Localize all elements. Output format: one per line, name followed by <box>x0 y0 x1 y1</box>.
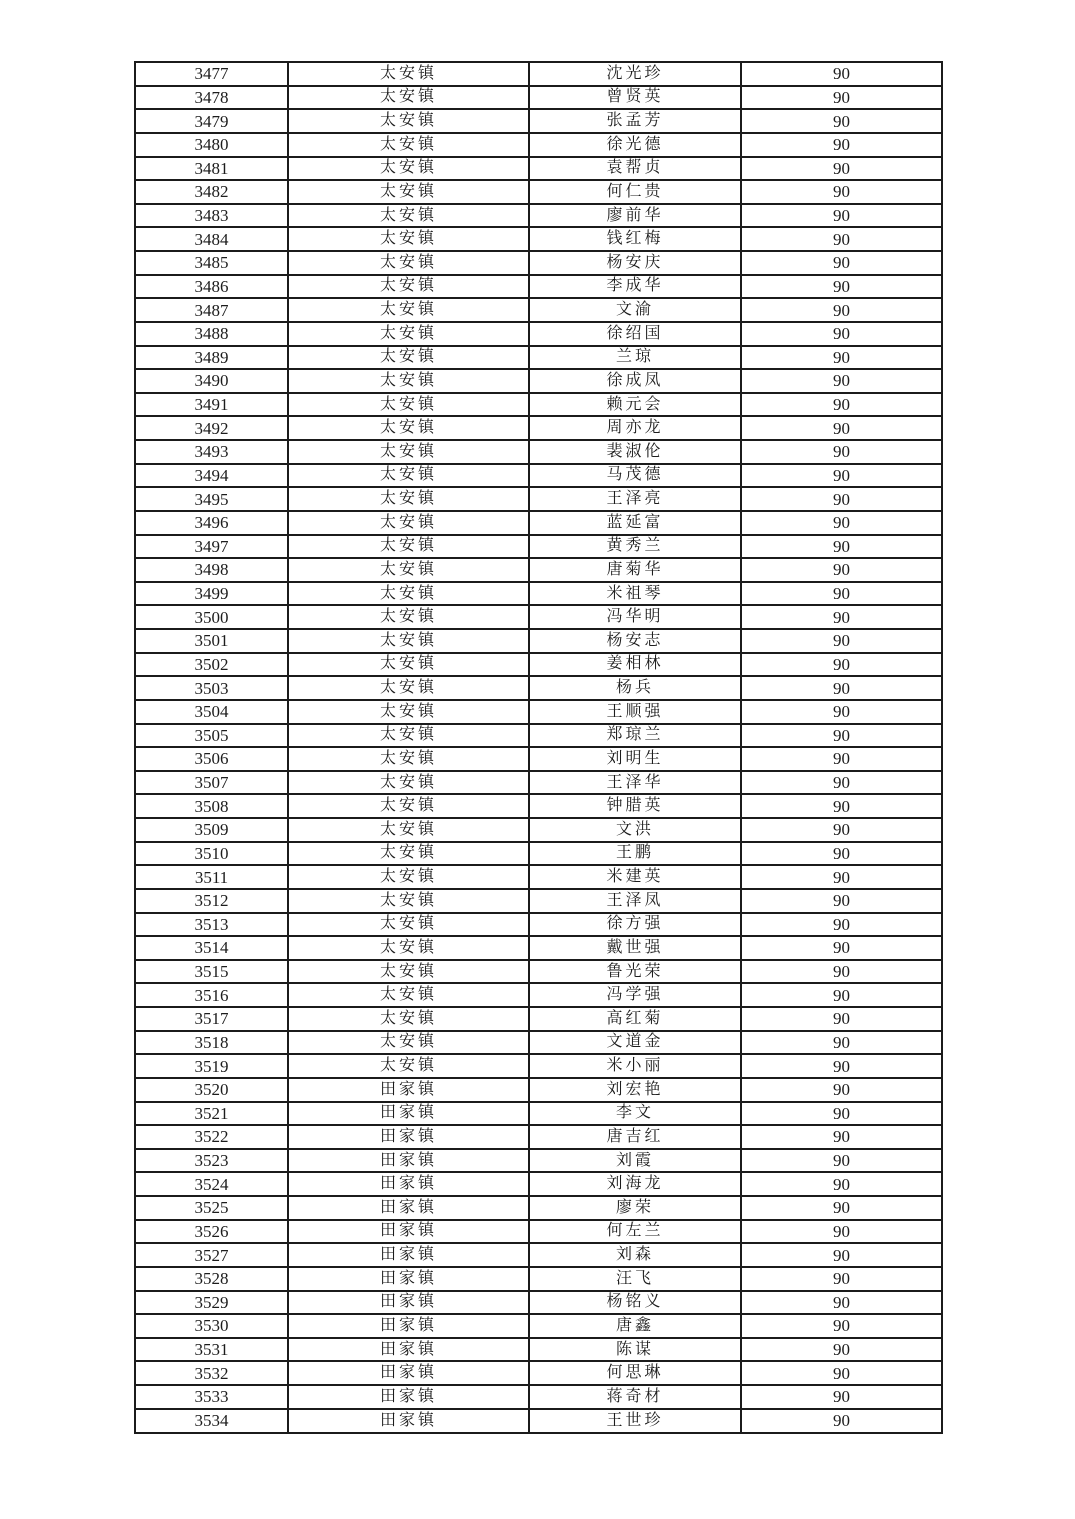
row-index-cell: 3505 <box>135 724 288 748</box>
town-cell: 太安镇 <box>288 794 529 818</box>
name-cell: 李成华 <box>529 275 741 299</box>
row-index-cell: 3519 <box>135 1054 288 1078</box>
table-row <box>135 416 942 440</box>
name-cell: 杨兵 <box>529 676 741 700</box>
table-row <box>135 794 942 818</box>
table-row <box>135 842 942 866</box>
name-cell: 姜相林 <box>529 653 741 677</box>
table-row <box>135 1172 942 1196</box>
town-cell: 田家镇 <box>288 1291 529 1315</box>
name-cell: 杨安庆 <box>529 251 741 275</box>
score-cell: 90 <box>741 724 942 748</box>
name-cell: 黄秀兰 <box>529 535 741 559</box>
name-cell: 文渝 <box>529 298 741 322</box>
row-index-cell: 3521 <box>135 1102 288 1126</box>
table-row <box>135 747 942 771</box>
row-index-cell: 3532 <box>135 1361 288 1385</box>
score-cell: 90 <box>741 913 942 937</box>
score-cell: 90 <box>741 842 942 866</box>
table-row <box>135 1291 942 1315</box>
name-cell: 鲁光荣 <box>529 960 741 984</box>
town-cell: 太安镇 <box>288 204 529 228</box>
name-cell: 王顺强 <box>529 700 741 724</box>
score-cell: 90 <box>741 369 942 393</box>
name-cell: 廖荣 <box>529 1196 741 1220</box>
row-index-cell: 3509 <box>135 818 288 842</box>
name-cell: 廖前华 <box>529 204 741 228</box>
town-cell: 太安镇 <box>288 983 529 1007</box>
town-cell: 太安镇 <box>288 322 529 346</box>
score-cell: 90 <box>741 157 942 181</box>
row-index-cell: 3498 <box>135 558 288 582</box>
name-cell: 王泽凤 <box>529 889 741 913</box>
name-cell: 王世珍 <box>529 1409 741 1433</box>
town-cell: 太安镇 <box>288 629 529 653</box>
town-cell: 太安镇 <box>288 416 529 440</box>
score-cell: 90 <box>741 653 942 677</box>
table-row <box>135 1361 942 1385</box>
row-index-cell: 3527 <box>135 1243 288 1267</box>
name-cell: 蒋奇材 <box>529 1385 741 1409</box>
town-cell: 太安镇 <box>288 960 529 984</box>
score-cell: 90 <box>741 1338 942 1362</box>
score-cell: 90 <box>741 1054 942 1078</box>
row-index-cell: 3518 <box>135 1031 288 1055</box>
town-cell: 太安镇 <box>288 558 529 582</box>
town-cell: 太安镇 <box>288 369 529 393</box>
town-cell: 田家镇 <box>288 1385 529 1409</box>
row-index-cell: 3488 <box>135 322 288 346</box>
score-cell: 90 <box>741 298 942 322</box>
town-cell: 太安镇 <box>288 653 529 677</box>
name-cell: 何左兰 <box>529 1220 741 1244</box>
name-cell: 郑琼兰 <box>529 724 741 748</box>
score-cell: 90 <box>741 818 942 842</box>
table-row <box>135 724 942 748</box>
score-cell: 90 <box>741 1385 942 1409</box>
row-index-cell: 3480 <box>135 133 288 157</box>
name-cell: 何思琳 <box>529 1361 741 1385</box>
town-cell: 太安镇 <box>288 62 529 86</box>
town-cell: 太安镇 <box>288 511 529 535</box>
name-cell: 袁帮贞 <box>529 157 741 181</box>
score-cell: 90 <box>741 794 942 818</box>
row-index-cell: 3497 <box>135 535 288 559</box>
name-cell: 王泽亮 <box>529 487 741 511</box>
name-cell: 王鹏 <box>529 842 741 866</box>
row-index-cell: 3503 <box>135 676 288 700</box>
table-row <box>135 535 942 559</box>
table-row <box>135 1243 942 1267</box>
town-cell: 太安镇 <box>288 298 529 322</box>
town-cell: 太安镇 <box>288 251 529 275</box>
town-cell: 太安镇 <box>288 582 529 606</box>
records-table <box>134 61 943 1434</box>
row-index-cell: 3511 <box>135 865 288 889</box>
row-index-cell: 3491 <box>135 393 288 417</box>
row-index-cell: 3512 <box>135 889 288 913</box>
row-index-cell: 3494 <box>135 464 288 488</box>
name-cell: 裴淑伦 <box>529 440 741 464</box>
town-cell: 太安镇 <box>288 393 529 417</box>
table-row <box>135 865 942 889</box>
name-cell: 徐成凤 <box>529 369 741 393</box>
town-cell: 太安镇 <box>288 605 529 629</box>
score-cell: 90 <box>741 1149 942 1173</box>
score-cell: 90 <box>741 440 942 464</box>
row-index-cell: 3530 <box>135 1314 288 1338</box>
score-cell: 90 <box>741 1314 942 1338</box>
row-index-cell: 3516 <box>135 983 288 1007</box>
name-cell: 刘霞 <box>529 1149 741 1173</box>
table-row <box>135 913 942 937</box>
name-cell: 汪飞 <box>529 1267 741 1291</box>
row-index-cell: 3515 <box>135 960 288 984</box>
town-cell: 太安镇 <box>288 676 529 700</box>
table-row <box>135 700 942 724</box>
name-cell: 冯学强 <box>529 983 741 1007</box>
name-cell: 刘宏艳 <box>529 1078 741 1102</box>
score-cell: 90 <box>741 1102 942 1126</box>
row-index-cell: 3486 <box>135 275 288 299</box>
row-index-cell: 3496 <box>135 511 288 535</box>
table-row <box>135 86 942 110</box>
row-index-cell: 3525 <box>135 1196 288 1220</box>
row-index-cell: 3492 <box>135 416 288 440</box>
name-cell: 唐吉红 <box>529 1125 741 1149</box>
score-cell: 90 <box>741 511 942 535</box>
row-index-cell: 3517 <box>135 1007 288 1031</box>
score-cell: 90 <box>741 322 942 346</box>
name-cell: 杨铭义 <box>529 1291 741 1315</box>
table-row <box>135 1125 942 1149</box>
table-row <box>135 157 942 181</box>
score-cell: 90 <box>741 960 942 984</box>
name-cell: 戴世强 <box>529 936 741 960</box>
row-index-cell: 3490 <box>135 369 288 393</box>
score-cell: 90 <box>741 1078 942 1102</box>
name-cell: 蓝延富 <box>529 511 741 535</box>
score-cell: 90 <box>741 535 942 559</box>
row-index-cell: 3531 <box>135 1338 288 1362</box>
score-cell: 90 <box>741 1409 942 1433</box>
table-row <box>135 1031 942 1055</box>
name-cell: 徐方强 <box>529 913 741 937</box>
row-index-cell: 3487 <box>135 298 288 322</box>
name-cell: 唐菊华 <box>529 558 741 582</box>
table-row <box>135 983 942 1007</box>
name-cell: 赖元会 <box>529 393 741 417</box>
score-cell: 90 <box>741 771 942 795</box>
name-cell: 张孟芳 <box>529 109 741 133</box>
table-row <box>135 204 942 228</box>
score-cell: 90 <box>741 62 942 86</box>
table-row <box>135 1385 942 1409</box>
row-index-cell: 3508 <box>135 794 288 818</box>
score-cell: 90 <box>741 416 942 440</box>
score-cell: 90 <box>741 700 942 724</box>
row-index-cell: 3481 <box>135 157 288 181</box>
score-cell: 90 <box>741 204 942 228</box>
score-cell: 90 <box>741 936 942 960</box>
row-index-cell: 3524 <box>135 1172 288 1196</box>
row-index-cell: 3529 <box>135 1291 288 1315</box>
name-cell: 曾贤英 <box>529 86 741 110</box>
town-cell: 太安镇 <box>288 771 529 795</box>
row-index-cell: 3489 <box>135 346 288 370</box>
table-row <box>135 558 942 582</box>
name-cell: 杨安志 <box>529 629 741 653</box>
table-row <box>135 582 942 606</box>
score-cell: 90 <box>741 1243 942 1267</box>
town-cell: 太安镇 <box>288 133 529 157</box>
name-cell: 沈光珍 <box>529 62 741 86</box>
town-cell: 太安镇 <box>288 1007 529 1031</box>
name-cell: 徐绍国 <box>529 322 741 346</box>
table-row <box>135 629 942 653</box>
row-index-cell: 3482 <box>135 180 288 204</box>
row-index-cell: 3523 <box>135 1149 288 1173</box>
table-row <box>135 676 942 700</box>
table-row <box>135 1054 942 1078</box>
table-row <box>135 369 942 393</box>
town-cell: 田家镇 <box>288 1125 529 1149</box>
town-cell: 田家镇 <box>288 1338 529 1362</box>
score-cell: 90 <box>741 346 942 370</box>
name-cell: 陈谋 <box>529 1338 741 1362</box>
town-cell: 田家镇 <box>288 1149 529 1173</box>
town-cell: 太安镇 <box>288 535 529 559</box>
score-cell: 90 <box>741 983 942 1007</box>
table-row <box>135 1196 942 1220</box>
row-index-cell: 3495 <box>135 487 288 511</box>
name-cell: 米祖琴 <box>529 582 741 606</box>
score-cell: 90 <box>741 558 942 582</box>
row-index-cell: 3513 <box>135 913 288 937</box>
table-row <box>135 1338 942 1362</box>
table-row <box>135 1078 942 1102</box>
table-row <box>135 298 942 322</box>
table-row <box>135 1102 942 1126</box>
name-cell: 刘森 <box>529 1243 741 1267</box>
name-cell: 何仁贵 <box>529 180 741 204</box>
name-cell: 兰琼 <box>529 346 741 370</box>
row-index-cell: 3506 <box>135 747 288 771</box>
table-row <box>135 1267 942 1291</box>
score-cell: 90 <box>741 180 942 204</box>
town-cell: 太安镇 <box>288 889 529 913</box>
town-cell: 太安镇 <box>288 227 529 251</box>
town-cell: 太安镇 <box>288 700 529 724</box>
name-cell: 钟腊英 <box>529 794 741 818</box>
name-cell: 王泽华 <box>529 771 741 795</box>
row-index-cell: 3485 <box>135 251 288 275</box>
table-row <box>135 275 942 299</box>
score-cell: 90 <box>741 251 942 275</box>
row-index-cell: 3533 <box>135 1385 288 1409</box>
name-cell: 冯华明 <box>529 605 741 629</box>
table-row <box>135 653 942 677</box>
score-cell: 90 <box>741 865 942 889</box>
score-cell: 90 <box>741 109 942 133</box>
row-index-cell: 3484 <box>135 227 288 251</box>
score-cell: 90 <box>741 1007 942 1031</box>
town-cell: 田家镇 <box>288 1196 529 1220</box>
town-cell: 太安镇 <box>288 913 529 937</box>
table-row <box>135 464 942 488</box>
table-row <box>135 109 942 133</box>
town-cell: 太安镇 <box>288 842 529 866</box>
score-cell: 90 <box>741 676 942 700</box>
row-index-cell: 3499 <box>135 582 288 606</box>
table-row <box>135 511 942 535</box>
town-cell: 田家镇 <box>288 1267 529 1291</box>
score-cell: 90 <box>741 629 942 653</box>
table-row <box>135 936 942 960</box>
town-cell: 太安镇 <box>288 275 529 299</box>
town-cell: 田家镇 <box>288 1314 529 1338</box>
town-cell: 太安镇 <box>288 440 529 464</box>
table-row <box>135 1409 942 1433</box>
row-index-cell: 3504 <box>135 700 288 724</box>
row-index-cell: 3526 <box>135 1220 288 1244</box>
row-index-cell: 3507 <box>135 771 288 795</box>
row-index-cell: 3522 <box>135 1125 288 1149</box>
table-row <box>135 771 942 795</box>
table-row <box>135 487 942 511</box>
town-cell: 太安镇 <box>288 936 529 960</box>
town-cell: 田家镇 <box>288 1220 529 1244</box>
name-cell: 文洪 <box>529 818 741 842</box>
table-row <box>135 251 942 275</box>
score-cell: 90 <box>741 1220 942 1244</box>
town-cell: 太安镇 <box>288 180 529 204</box>
score-cell: 90 <box>741 1361 942 1385</box>
name-cell: 米建英 <box>529 865 741 889</box>
row-index-cell: 3478 <box>135 86 288 110</box>
name-cell: 马茂德 <box>529 464 741 488</box>
table-row <box>135 133 942 157</box>
score-cell: 90 <box>741 1196 942 1220</box>
row-index-cell: 3514 <box>135 936 288 960</box>
table-row <box>135 889 942 913</box>
name-cell: 米小丽 <box>529 1054 741 1078</box>
score-cell: 90 <box>741 747 942 771</box>
row-index-cell: 3528 <box>135 1267 288 1291</box>
score-cell: 90 <box>741 487 942 511</box>
town-cell: 田家镇 <box>288 1243 529 1267</box>
town-cell: 太安镇 <box>288 109 529 133</box>
score-cell: 90 <box>741 86 942 110</box>
town-cell: 太安镇 <box>288 724 529 748</box>
town-cell: 田家镇 <box>288 1172 529 1196</box>
table-row <box>135 1007 942 1031</box>
score-cell: 90 <box>741 1031 942 1055</box>
score-cell: 90 <box>741 889 942 913</box>
town-cell: 太安镇 <box>288 464 529 488</box>
town-cell: 太安镇 <box>288 818 529 842</box>
name-cell: 文道金 <box>529 1031 741 1055</box>
score-cell: 90 <box>741 1125 942 1149</box>
score-cell: 90 <box>741 605 942 629</box>
row-index-cell: 3493 <box>135 440 288 464</box>
town-cell: 田家镇 <box>288 1361 529 1385</box>
row-index-cell: 3501 <box>135 629 288 653</box>
row-index-cell: 3502 <box>135 653 288 677</box>
table-row <box>135 1149 942 1173</box>
score-cell: 90 <box>741 133 942 157</box>
town-cell: 太安镇 <box>288 1054 529 1078</box>
table-row <box>135 1220 942 1244</box>
town-cell: 田家镇 <box>288 1409 529 1433</box>
town-cell: 太安镇 <box>288 487 529 511</box>
name-cell: 钱红梅 <box>529 227 741 251</box>
table-row <box>135 62 942 86</box>
table-row <box>135 605 942 629</box>
score-cell: 90 <box>741 393 942 417</box>
name-cell: 高红菊 <box>529 1007 741 1031</box>
town-cell: 太安镇 <box>288 747 529 771</box>
town-cell: 田家镇 <box>288 1102 529 1126</box>
row-index-cell: 3477 <box>135 62 288 86</box>
row-index-cell: 3534 <box>135 1409 288 1433</box>
town-cell: 太安镇 <box>288 1031 529 1055</box>
table-row <box>135 346 942 370</box>
row-index-cell: 3500 <box>135 605 288 629</box>
town-cell: 太安镇 <box>288 157 529 181</box>
row-index-cell: 3479 <box>135 109 288 133</box>
town-cell: 田家镇 <box>288 1078 529 1102</box>
table-row <box>135 393 942 417</box>
score-cell: 90 <box>741 1172 942 1196</box>
table-row <box>135 1314 942 1338</box>
town-cell: 太安镇 <box>288 346 529 370</box>
score-cell: 90 <box>741 275 942 299</box>
name-cell: 李文 <box>529 1102 741 1126</box>
score-cell: 90 <box>741 227 942 251</box>
score-cell: 90 <box>741 464 942 488</box>
name-cell: 周亦龙 <box>529 416 741 440</box>
table-row <box>135 440 942 464</box>
row-index-cell: 3510 <box>135 842 288 866</box>
records-table-body <box>135 62 942 1433</box>
table-row <box>135 180 942 204</box>
name-cell: 唐鑫 <box>529 1314 741 1338</box>
town-cell: 太安镇 <box>288 865 529 889</box>
table-row <box>135 227 942 251</box>
name-cell: 刘明生 <box>529 747 741 771</box>
score-cell: 90 <box>741 582 942 606</box>
name-cell: 刘海龙 <box>529 1172 741 1196</box>
name-cell: 徐光德 <box>529 133 741 157</box>
row-index-cell: 3483 <box>135 204 288 228</box>
row-index-cell: 3520 <box>135 1078 288 1102</box>
table-row <box>135 322 942 346</box>
score-cell: 90 <box>741 1267 942 1291</box>
table-row <box>135 818 942 842</box>
town-cell: 太安镇 <box>288 86 529 110</box>
table-row <box>135 960 942 984</box>
score-cell: 90 <box>741 1291 942 1315</box>
